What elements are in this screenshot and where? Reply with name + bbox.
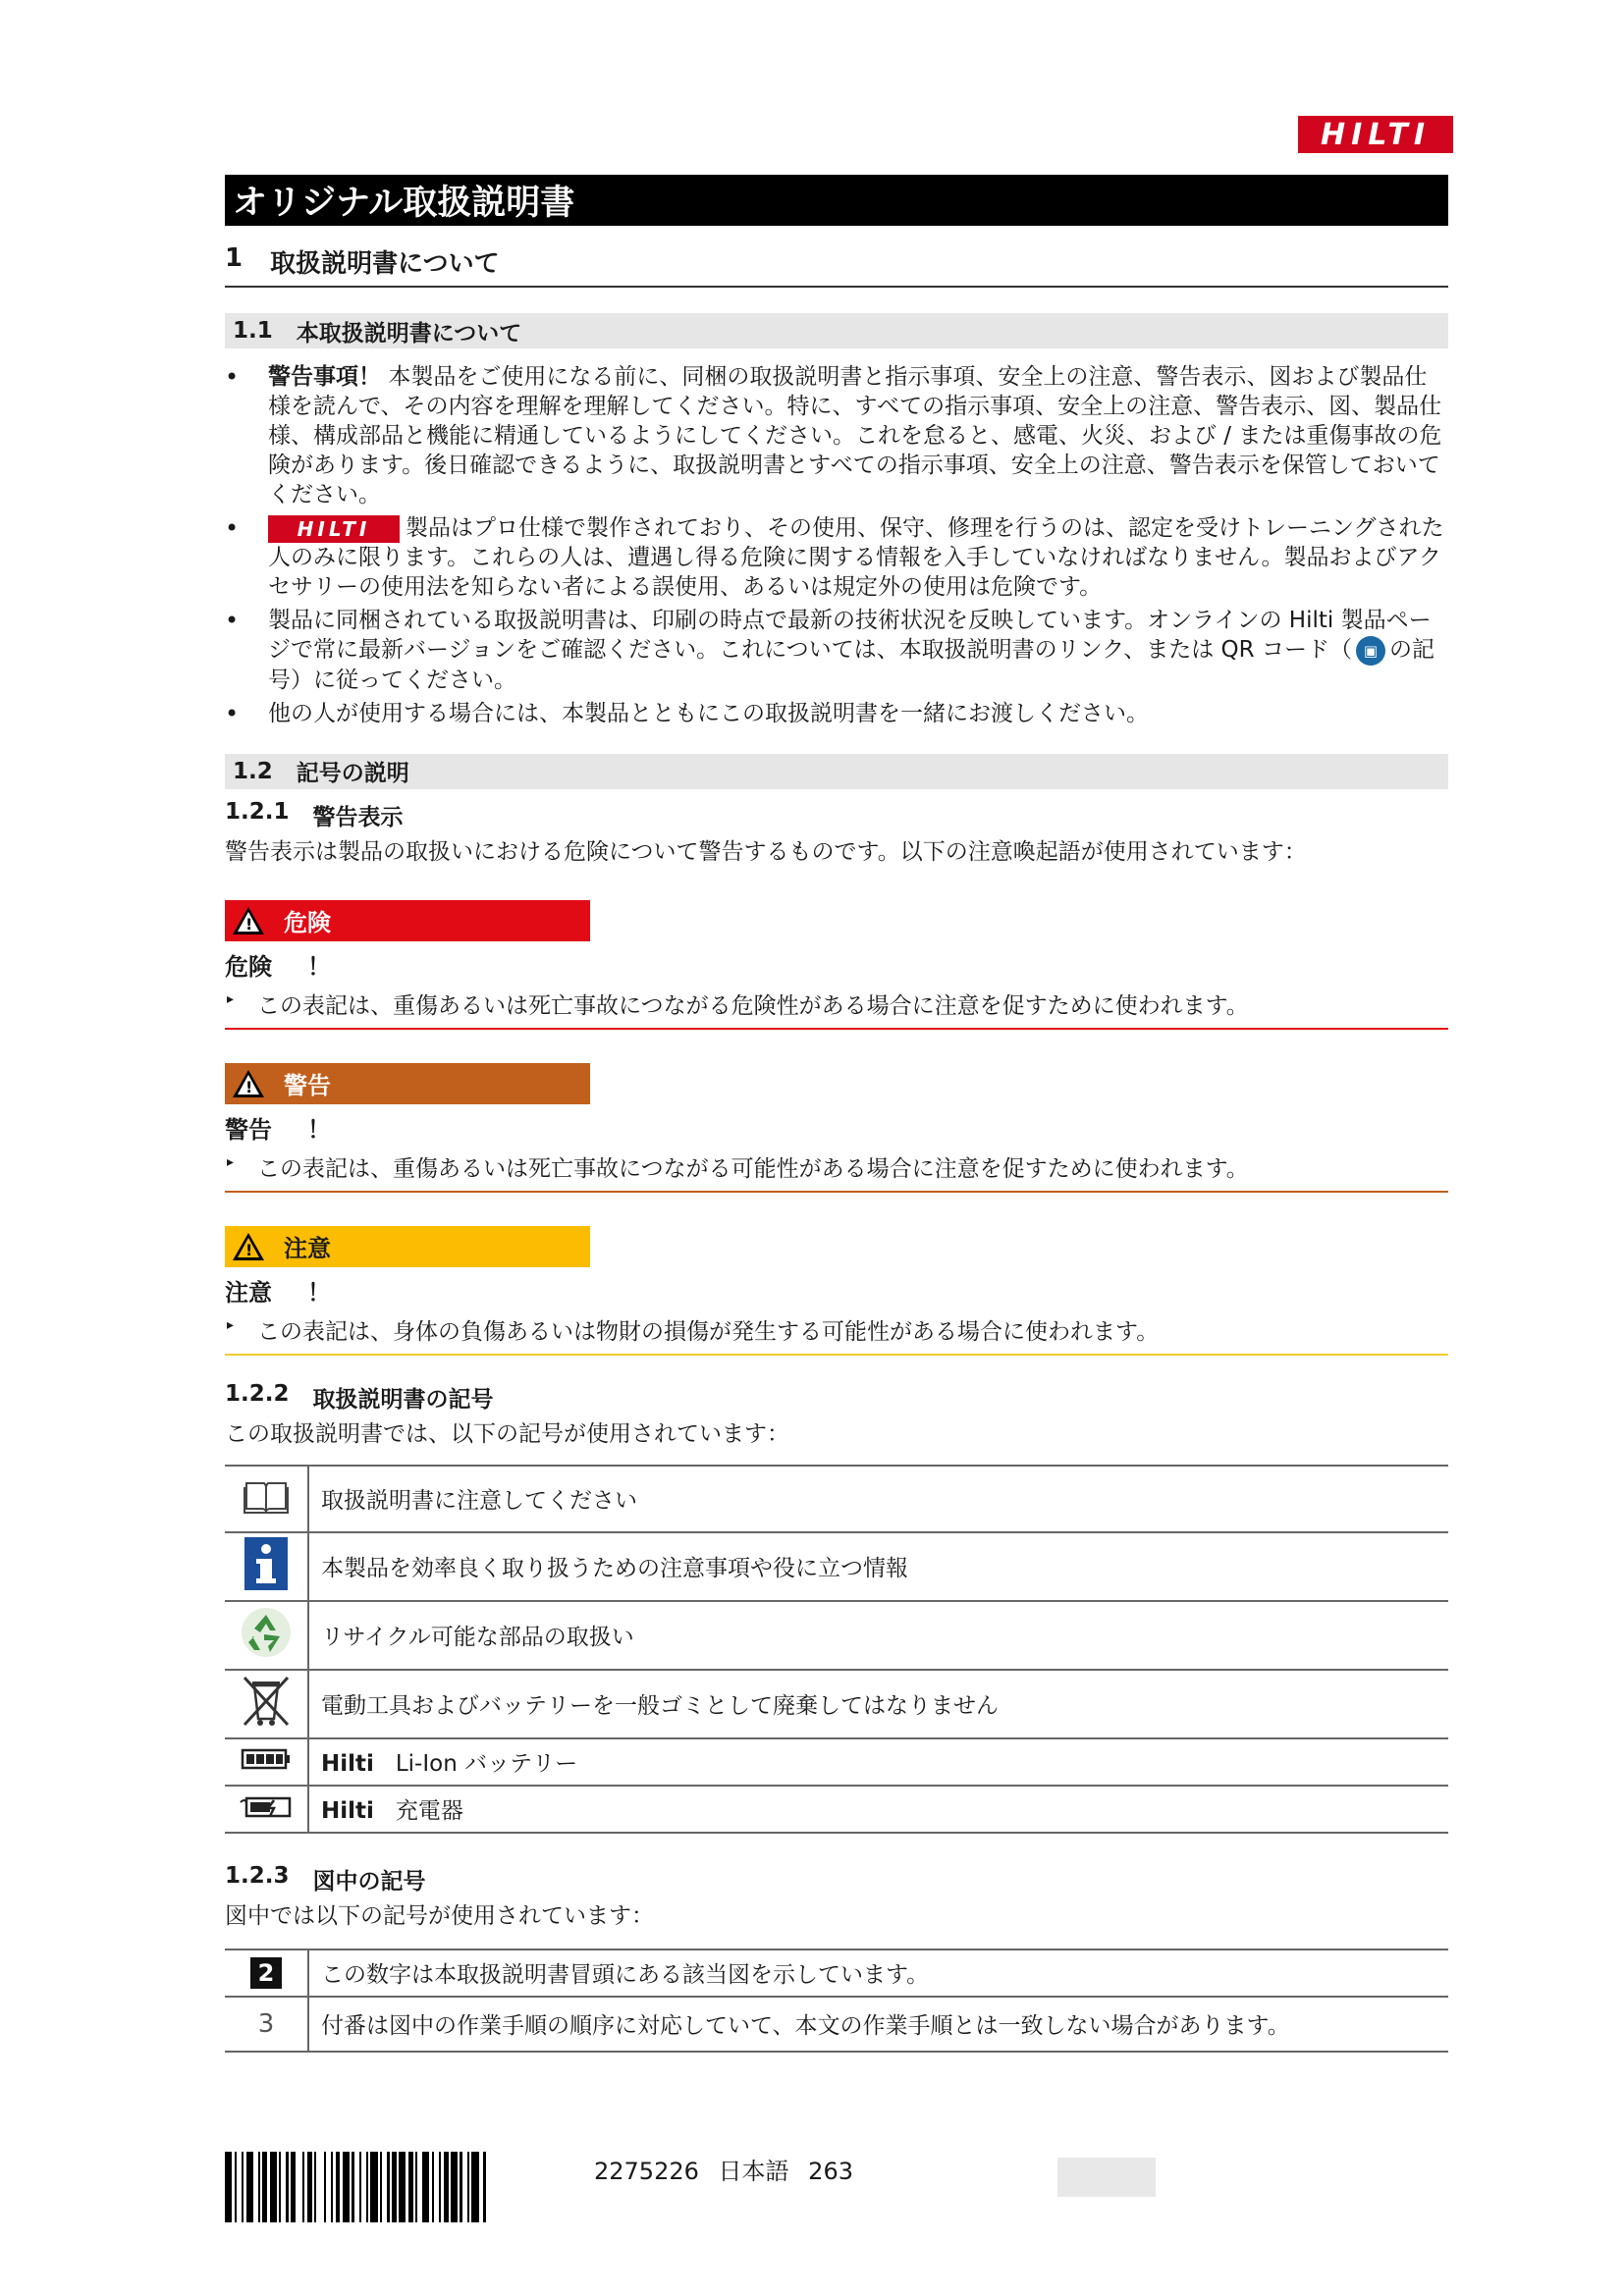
page-number: 263 (808, 2158, 853, 2185)
section-number: 1.1 (233, 318, 273, 344)
signal-word-text: 警告 (225, 1115, 272, 1144)
icon-cell (225, 1786, 308, 1833)
section-title: 図中の記号 (312, 1868, 426, 1895)
signal-description (225, 1145, 1448, 1191)
symbol-description: 付番は図中の作業手順の順序に対応していて、本文の作業手順とは一致しない場合があります。 (308, 1997, 1448, 2052)
signal-text: この表記は、重傷あるいは死亡事故につながる可能性がある場合に注意を促すために使われます。 (257, 1155, 1249, 1182)
manual-symbols-table (225, 1465, 1448, 1834)
arrow-icon: ▸ (227, 990, 235, 1007)
section-1-2-1-heading (225, 799, 1448, 831)
battery-icon (241, 1747, 292, 1771)
table-row (225, 1997, 1448, 2052)
section-title: 取扱説明書の記号 (312, 1386, 494, 1413)
bullet-text-end: の記号）に従ってください。 (268, 637, 1435, 693)
description-text: 充電器 (395, 1798, 463, 1824)
section-number: 1.2.1 (225, 798, 290, 825)
qr-code-icon: ▣ (1356, 636, 1385, 666)
signal-word-text: 注意 (225, 1278, 272, 1307)
section-title: 警告表示 (312, 804, 404, 830)
signal-word-text: 危険 (225, 952, 272, 981)
page-tab (1057, 2158, 1156, 2197)
signal-mark: ！ (307, 952, 331, 981)
bullet-text: 本製品をご使用になる前に、同梱の取扱説明書と指示事項、安全上の注意、警告表示、図および製品仕様を読んで、その内容を理解を理解してください。特に、すべての指示事項、安全上の注意、警告表示、図、製品仕様、構成部品と機能に精通しているようにしてください。これを怠ると、感電、火災、および / または重傷事故の危険があります。後日確認できるように、取扱説明書とすべての指示事項、安全上の注意、警告表示を保管しておいてください。 (268, 364, 1442, 507)
signal-word (225, 1273, 1448, 1308)
signal-block-danger (225, 900, 1448, 1030)
section-1-2-3-heading (225, 1863, 1448, 1896)
section-number: 1.2.2 (225, 1380, 290, 1407)
info-icon (244, 1537, 288, 1590)
signal-block-caution (225, 1226, 1448, 1356)
icon-cell (225, 1670, 308, 1738)
section-title: 本取扱説明書について (296, 320, 522, 347)
table-row (225, 1738, 1448, 1786)
warning-triangle-icon: ! (233, 907, 264, 934)
section-title: 記号の説明 (296, 761, 409, 786)
section-number: 1.2.3 (225, 1862, 290, 1889)
signal-description (225, 982, 1448, 1028)
arrow-icon: ▸ (227, 1153, 235, 1170)
icon-cell (225, 1601, 308, 1670)
list-item (225, 513, 1448, 602)
symbol-description: 本製品を効率良く取り扱うための注意事項や役に立つ情報 (308, 1532, 1448, 1601)
bullet-text: 製品に同梱されている取扱説明書は、印刷の時点で最新の技術状況を反映しています。オンラインの Hilti 製品ページで常に最新バージョンをご確認ください。これについては、本取扱説明書のリンク、または QR コード（ (268, 608, 1432, 663)
bullet-list (225, 362, 1448, 728)
signal-text: この表記は、身体の負傷あるいは物財の損傷が発生する可能性がある場合に使われます。 (257, 1318, 1160, 1345)
section-1-1-heading (225, 313, 1448, 348)
intro-text: この取扱説明書では、以下の記号が使用されています： (225, 1420, 789, 1447)
main-content (225, 240, 1448, 2053)
warning-bar (225, 1063, 590, 1104)
document-title: オリジナル取扱説明書 (225, 175, 1448, 226)
step-number-icon: 3 (257, 2008, 275, 2039)
logo-text: HILTI (1320, 117, 1432, 152)
article-code: 2275226 (594, 2158, 699, 2185)
list-item (225, 699, 1448, 728)
signal-description (225, 1308, 1448, 1354)
intro-text: 警告表示は製品の取扱いにおける危険について警告するものです。以下の注意喚起語が使用されています： (225, 838, 1307, 865)
signal-mark: ！ (307, 1278, 331, 1307)
icon-cell (225, 1997, 308, 2052)
language: 日本語 (718, 2158, 789, 2185)
symbol-description: この数字は本取扱説明書冒頭にある該当図を示しています。 (308, 1949, 1448, 1997)
signal-label: 注意 (284, 1235, 331, 1262)
symbol-description: リサイクル可能な部品の取扱い (308, 1601, 1448, 1670)
signal-word (225, 947, 1448, 982)
signal-word (225, 1110, 1448, 1145)
figure-symbols-table (225, 1949, 1448, 2053)
manual-book-icon (243, 1477, 290, 1515)
symbol-description (308, 1738, 1448, 1786)
signal-label: 警告 (284, 1072, 331, 1099)
section-number: 1 (225, 243, 244, 273)
warning-triangle-icon: ! (233, 1233, 264, 1260)
description-text: Li-Ion バッテリー (395, 1751, 578, 1777)
section-1-2-heading (225, 754, 1448, 789)
page-footer (225, 2144, 1448, 2226)
bullet-text: 製品はプロ仕様で製作されており、その使用、保守、修理を行うのは、認定を受けトレーニングされた人のみに限ります。これらの人は、遭遇し得る危険に関する情報を入手していなければなりません。製品およびアクセサリーの使用法を知らない者による誤使用、あるいは規定外の使用は危険です。 (268, 515, 1444, 600)
signal-block-warning (225, 1063, 1448, 1193)
signal-label: 危険 (284, 909, 331, 936)
section-title: 取扱説明書について (270, 249, 500, 279)
symbol-description: 取扱説明書に注意してください (308, 1466, 1448, 1532)
arrow-icon: ▸ (227, 1316, 235, 1333)
caution-bar (225, 1226, 590, 1267)
brand-name: Hilti (321, 1798, 374, 1824)
barcode-icon (225, 2152, 564, 2222)
crossed-bin-icon (241, 1674, 292, 1729)
charger-icon (239, 1792, 294, 1820)
footer-info (594, 2152, 853, 2186)
table-row (225, 1670, 1448, 1738)
recycle-icon (241, 1607, 292, 1658)
icon-cell (225, 1738, 308, 1786)
table-row (225, 1466, 1448, 1532)
icon-cell (225, 1949, 308, 1997)
table-row (225, 1949, 1448, 1997)
warning-label: 警告事項！ (268, 364, 381, 390)
section-number: 1.2 (233, 758, 273, 784)
bullet-text: 他の人が使用する場合には、本製品とともにこの取扱説明書を一緒にお渡しください。 (268, 700, 1149, 726)
symbol-description: 電動工具およびバッテリーを一般ゴミとして廃棄してはなりません (308, 1670, 1448, 1738)
hilti-logo-inline: HILTI (268, 515, 400, 543)
icon-cell (225, 1466, 308, 1532)
signal-mark: ！ (307, 1115, 331, 1144)
signal-text: この表記は、重傷あるいは死亡事故につながる危険性がある場合に注意を促すために使われます。 (257, 992, 1249, 1019)
table-row (225, 1786, 1448, 1833)
icon-cell (225, 1532, 308, 1601)
table-row (225, 1532, 1448, 1601)
warning-triangle-icon: ! (233, 1070, 264, 1097)
brand-name: Hilti (321, 1751, 374, 1777)
section-1-heading (225, 240, 1448, 288)
list-item (225, 362, 1448, 509)
intro-text: 図中では以下の記号が使用されています： (225, 1902, 654, 1929)
danger-bar (225, 900, 590, 941)
section-1-2-2-heading (225, 1381, 1448, 1414)
table-row (225, 1601, 1448, 1670)
figure-number-icon: 2 (250, 1957, 282, 1989)
list-item (225, 606, 1448, 695)
hilti-logo (1298, 116, 1453, 153)
symbol-description (308, 1786, 1448, 1833)
